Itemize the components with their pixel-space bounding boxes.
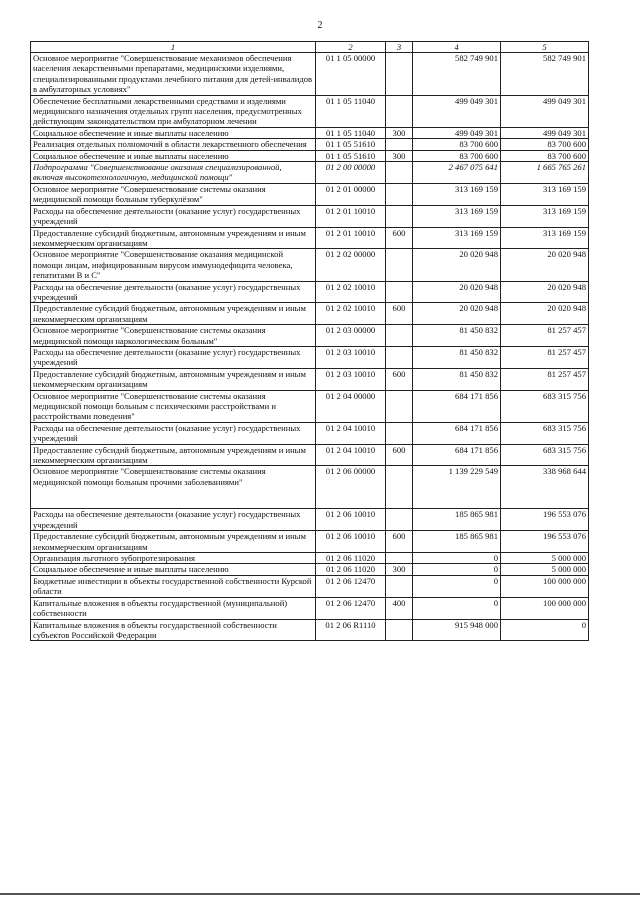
row-expense-type-cell bbox=[386, 281, 413, 303]
row-name-cell: Организация льготного зубопротезирования bbox=[31, 553, 316, 564]
row-expense-type-cell bbox=[386, 390, 413, 422]
row-amount-1-cell: 684 171 856 bbox=[413, 390, 501, 422]
row-expense-type-cell: 300 bbox=[386, 127, 413, 138]
row-expense-type-cell bbox=[386, 183, 413, 205]
row-code-cell: 01 2 03 10010 bbox=[316, 368, 386, 390]
row-name-cell: Основное мероприятие "Совершенствование механизмов обеспечения населения лекарственными препаратами, медицинскими изделиями, специализированными продуктами лечебного питания для детей-инвалидов в амбулаторных условиях" bbox=[31, 53, 316, 96]
bottom-divider bbox=[0, 893, 640, 895]
row-expense-type-cell: 400 bbox=[386, 597, 413, 619]
row-name-cell: Расходы на обеспечение деятельности (оказание услуг) государственных учреждений bbox=[31, 422, 316, 444]
row-amount-2-cell: 83 700 600 bbox=[501, 139, 589, 150]
table-header-row bbox=[31, 42, 589, 53]
row-code-cell: 01 2 00 00000 bbox=[316, 162, 386, 184]
row-expense-type-cell: 300 bbox=[386, 564, 413, 575]
row-code-cell: 01 2 06 12470 bbox=[316, 597, 386, 619]
row-amount-2-cell: 100 000 000 bbox=[501, 597, 589, 619]
table-row bbox=[31, 509, 589, 531]
table-row bbox=[31, 150, 589, 161]
row-expense-type-cell bbox=[386, 162, 413, 184]
row-expense-type-cell: 600 bbox=[386, 227, 413, 249]
row-expense-type-cell bbox=[386, 325, 413, 347]
row-name-cell: Капитальные вложения в объекты государственной (муниципальной) собственности bbox=[31, 597, 316, 619]
row-name-cell: Основное мероприятие "Совершенствование оказания медицинской помощи лицам, инфицированным вирусом иммунодефицита человека, гепатитами В и С" bbox=[31, 249, 316, 281]
row-code-cell: 01 2 06 10010 bbox=[316, 531, 386, 553]
row-amount-1-cell: 2 467 075 641 bbox=[413, 162, 501, 184]
table-row bbox=[31, 564, 589, 575]
row-amount-1-cell: 20 020 948 bbox=[413, 249, 501, 281]
row-expense-type-cell bbox=[386, 249, 413, 281]
row-code-cell: 01 2 06 R1110 bbox=[316, 619, 386, 641]
row-amount-1-cell: 684 171 856 bbox=[413, 444, 501, 466]
row-name-cell: Капитальные вложения в объекты государственной собственности субъектов Российской Федерации bbox=[31, 619, 316, 641]
table-row bbox=[31, 183, 589, 205]
row-amount-2-cell: 20 020 948 bbox=[501, 249, 589, 281]
row-amount-1-cell: 0 bbox=[413, 553, 501, 564]
row-name-cell: Подпрограмма "Совершенствование оказания специализированной, включая высокотехнологичную, медицинской помощи" bbox=[31, 162, 316, 184]
table-row bbox=[31, 127, 589, 138]
row-amount-1-cell: 83 700 600 bbox=[413, 150, 501, 161]
row-expense-type-cell bbox=[386, 422, 413, 444]
row-name-cell: Реализация отдельных полномочий в области лекарственного обеспечения bbox=[31, 139, 316, 150]
row-amount-2-cell: 1 665 765 261 bbox=[501, 162, 589, 184]
row-amount-2-cell: 81 257 457 bbox=[501, 368, 589, 390]
table-row bbox=[31, 325, 589, 347]
row-code-cell: 01 1 05 00000 bbox=[316, 53, 386, 96]
table-row bbox=[31, 531, 589, 553]
header-col-1: 1 bbox=[31, 42, 316, 53]
row-code-cell: 01 2 01 00000 bbox=[316, 183, 386, 205]
row-expense-type-cell: 300 bbox=[386, 150, 413, 161]
row-amount-2-cell: 81 257 457 bbox=[501, 325, 589, 347]
row-expense-type-cell: 600 bbox=[386, 444, 413, 466]
row-amount-1-cell: 20 020 948 bbox=[413, 281, 501, 303]
row-expense-type-cell bbox=[386, 466, 413, 509]
table-body bbox=[31, 53, 589, 641]
row-amount-1-cell: 83 700 600 bbox=[413, 139, 501, 150]
row-expense-type-cell bbox=[386, 95, 413, 127]
table-row bbox=[31, 597, 589, 619]
row-amount-2-cell: 683 315 756 bbox=[501, 444, 589, 466]
row-amount-1-cell: 0 bbox=[413, 564, 501, 575]
row-amount-1-cell: 81 450 832 bbox=[413, 368, 501, 390]
row-amount-1-cell: 1 139 229 549 bbox=[413, 466, 501, 509]
row-name-cell: Расходы на обеспечение деятельности (оказание услуг) государственных учреждений bbox=[31, 346, 316, 368]
row-name-cell: Социальное обеспечение и иные выплаты населению bbox=[31, 127, 316, 138]
row-code-cell: 01 2 04 10010 bbox=[316, 444, 386, 466]
table-row bbox=[31, 281, 589, 303]
header-col-4: 4 bbox=[413, 42, 501, 53]
row-code-cell: 01 1 05 11040 bbox=[316, 127, 386, 138]
row-code-cell: 01 2 06 00000 bbox=[316, 466, 386, 509]
row-name-cell: Расходы на обеспечение деятельности (оказание услуг) государственных учреждений bbox=[31, 509, 316, 531]
row-name-cell: Обеспечение бесплатными лекарственными средствами и изделиями медицинского назначения отдельных групп населения, предусмотренных действующим законодательством при амбулаторном лечении bbox=[31, 95, 316, 127]
row-expense-type-cell bbox=[386, 205, 413, 227]
table-row bbox=[31, 346, 589, 368]
row-expense-type-cell: 600 bbox=[386, 303, 413, 325]
row-name-cell: Основное мероприятие "Совершенствование системы оказания медицинской помощи больным прочими заболеваниями" bbox=[31, 466, 316, 509]
row-name-cell: Расходы на обеспечение деятельности (оказание услуг) государственных учреждений bbox=[31, 205, 316, 227]
table-row bbox=[31, 162, 589, 184]
row-code-cell: 01 1 05 11040 bbox=[316, 95, 386, 127]
row-code-cell: 01 2 06 10010 bbox=[316, 509, 386, 531]
row-name-cell: Предоставление субсидий бюджетным, автономным учреждениям и иным некоммерческим организациям bbox=[31, 444, 316, 466]
row-amount-2-cell: 0 bbox=[501, 619, 589, 641]
row-amount-1-cell: 81 450 832 bbox=[413, 346, 501, 368]
row-amount-2-cell: 499 049 301 bbox=[501, 127, 589, 138]
budget-table bbox=[30, 41, 589, 641]
row-code-cell: 01 2 06 11020 bbox=[316, 564, 386, 575]
row-amount-1-cell: 185 865 981 bbox=[413, 509, 501, 531]
row-name-cell: Социальное обеспечение и иные выплаты населению bbox=[31, 150, 316, 161]
row-amount-1-cell: 499 049 301 bbox=[413, 127, 501, 138]
table-row bbox=[31, 368, 589, 390]
row-expense-type-cell bbox=[386, 53, 413, 96]
row-code-cell: 01 2 06 11020 bbox=[316, 553, 386, 564]
header-col-2: 2 bbox=[316, 42, 386, 53]
row-amount-2-cell: 582 749 901 bbox=[501, 53, 589, 96]
row-code-cell: 01 2 02 00000 bbox=[316, 249, 386, 281]
table-row bbox=[31, 466, 589, 509]
row-amount-2-cell: 5 000 000 bbox=[501, 564, 589, 575]
row-code-cell: 01 1 05 51610 bbox=[316, 150, 386, 161]
table-row bbox=[31, 249, 589, 281]
row-amount-2-cell: 20 020 948 bbox=[501, 303, 589, 325]
row-expense-type-cell bbox=[386, 575, 413, 597]
row-expense-type-cell: 600 bbox=[386, 531, 413, 553]
table-row bbox=[31, 205, 589, 227]
row-amount-1-cell: 0 bbox=[413, 575, 501, 597]
table-row bbox=[31, 390, 589, 422]
row-code-cell: 01 2 01 10010 bbox=[316, 227, 386, 249]
row-expense-type-cell bbox=[386, 139, 413, 150]
table-row bbox=[31, 619, 589, 641]
row-code-cell: 01 2 06 12470 bbox=[316, 575, 386, 597]
row-code-cell: 01 2 01 10010 bbox=[316, 205, 386, 227]
row-name-cell: Основное мероприятие "Совершенствование системы оказания медицинской помощи больным с психическими расстройствами и расстройствами поведения" bbox=[31, 390, 316, 422]
table-row bbox=[31, 227, 589, 249]
row-code-cell: 01 2 04 00000 bbox=[316, 390, 386, 422]
row-amount-2-cell: 313 169 159 bbox=[501, 205, 589, 227]
row-code-cell: 01 2 04 10010 bbox=[316, 422, 386, 444]
table-row bbox=[31, 95, 589, 127]
row-amount-1-cell: 684 171 856 bbox=[413, 422, 501, 444]
table-row bbox=[31, 575, 589, 597]
row-amount-1-cell: 915 948 000 bbox=[413, 619, 501, 641]
table-row bbox=[31, 303, 589, 325]
row-amount-2-cell: 683 315 756 bbox=[501, 422, 589, 444]
row-amount-1-cell: 81 450 832 bbox=[413, 325, 501, 347]
row-expense-type-cell bbox=[386, 509, 413, 531]
row-name-cell: Предоставление субсидий бюджетным, автономным учреждениям и иным некоммерческим организациям bbox=[31, 303, 316, 325]
header-col-3: 3 bbox=[386, 42, 413, 53]
row-amount-2-cell: 196 553 076 bbox=[501, 531, 589, 553]
row-name-cell: Бюджетные инвестиции в объекты государственной собственности Курской области bbox=[31, 575, 316, 597]
row-code-cell: 01 2 02 10010 bbox=[316, 303, 386, 325]
row-expense-type-cell bbox=[386, 553, 413, 564]
row-amount-2-cell: 5 000 000 bbox=[501, 553, 589, 564]
row-amount-2-cell: 20 020 948 bbox=[501, 281, 589, 303]
table-row bbox=[31, 553, 589, 564]
row-name-cell: Основное мероприятие "Совершенствование системы оказания медицинской помощи больным туберкулёзом" bbox=[31, 183, 316, 205]
header-col-5: 5 bbox=[501, 42, 589, 53]
row-code-cell: 01 2 02 10010 bbox=[316, 281, 386, 303]
row-amount-2-cell: 499 049 301 bbox=[501, 95, 589, 127]
row-expense-type-cell: 600 bbox=[386, 368, 413, 390]
row-name-cell: Основное мероприятие "Совершенствование системы оказания медицинской помощи наркологическим больным" bbox=[31, 325, 316, 347]
row-name-cell: Предоставление субсидий бюджетным, автономным учреждениям и иным некоммерческим организациям bbox=[31, 227, 316, 249]
row-amount-1-cell: 313 169 159 bbox=[413, 183, 501, 205]
table-row bbox=[31, 422, 589, 444]
row-name-cell: Предоставление субсидий бюджетным, автономным учреждениям и иным некоммерческим организациям bbox=[31, 531, 316, 553]
row-amount-1-cell: 313 169 159 bbox=[413, 205, 501, 227]
row-amount-1-cell: 0 bbox=[413, 597, 501, 619]
row-amount-1-cell: 313 169 159 bbox=[413, 227, 501, 249]
table-row bbox=[31, 53, 589, 96]
row-amount-2-cell: 313 169 159 bbox=[501, 227, 589, 249]
row-code-cell: 01 1 05 51610 bbox=[316, 139, 386, 150]
row-code-cell: 01 2 03 10010 bbox=[316, 346, 386, 368]
row-code-cell: 01 2 03 00000 bbox=[316, 325, 386, 347]
row-amount-1-cell: 582 749 901 bbox=[413, 53, 501, 96]
row-amount-2-cell: 683 315 756 bbox=[501, 390, 589, 422]
page-number: 2 bbox=[317, 20, 323, 31]
row-expense-type-cell bbox=[386, 619, 413, 641]
row-amount-1-cell: 499 049 301 bbox=[413, 95, 501, 127]
row-amount-2-cell: 100 000 000 bbox=[501, 575, 589, 597]
row-amount-2-cell: 83 700 600 bbox=[501, 150, 589, 161]
row-amount-1-cell: 20 020 948 bbox=[413, 303, 501, 325]
table-row bbox=[31, 444, 589, 466]
row-name-cell: Социальное обеспечение и иные выплаты населению bbox=[31, 564, 316, 575]
table-row bbox=[31, 139, 589, 150]
row-name-cell: Предоставление субсидий бюджетным, автономным учреждениям и иным некоммерческим организациям bbox=[31, 368, 316, 390]
row-amount-2-cell: 313 169 159 bbox=[501, 183, 589, 205]
row-expense-type-cell bbox=[386, 346, 413, 368]
row-amount-2-cell: 338 968 644 bbox=[501, 466, 589, 509]
row-amount-1-cell: 185 865 981 bbox=[413, 531, 501, 553]
row-name-cell: Расходы на обеспечение деятельности (оказание услуг) государственных учреждений bbox=[31, 281, 316, 303]
row-amount-2-cell: 81 257 457 bbox=[501, 346, 589, 368]
row-amount-2-cell: 196 553 076 bbox=[501, 509, 589, 531]
